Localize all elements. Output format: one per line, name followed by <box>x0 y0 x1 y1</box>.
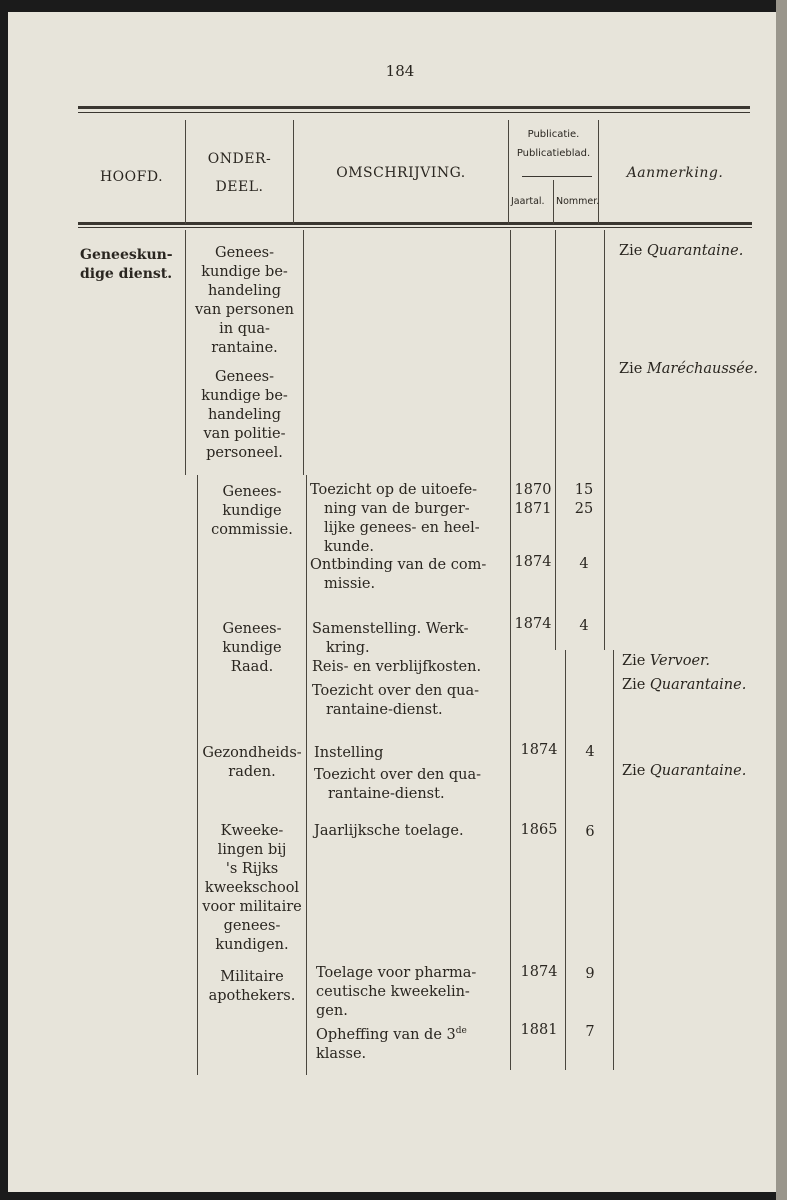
onderdeel-quarantaine <box>186 244 303 358</box>
onderdeel-apothekers <box>198 968 306 1006</box>
omschrijving-line: gen. <box>316 1003 348 1019</box>
omschrijving-line: Toezicht op de uitoefe- <box>310 482 478 498</box>
jaartal-value: 1871 <box>514 501 552 517</box>
hdr-hoofd: HOOFD. <box>99 169 164 185</box>
header-rule <box>78 222 752 225</box>
onderdeel-line: Raad. <box>230 659 274 675</box>
omschrijving-line: ning van de burger- <box>324 501 470 517</box>
omschrijving-line: rantaine-dienst. <box>326 702 443 718</box>
omschrijving-line: kunde. <box>324 539 374 555</box>
cross-reference: Quarantaine. <box>646 243 744 259</box>
onderdeel-line: Gezondheids- <box>202 745 302 761</box>
nommer-r5: 6 <box>585 824 595 840</box>
col-line-5b <box>613 650 614 1070</box>
header-rule-thin <box>78 227 752 228</box>
nommer-r1 <box>563 481 605 519</box>
jaartal-r2: 1874 <box>514 554 552 570</box>
onderdeel-kweekelingen <box>198 822 306 955</box>
onderdeel-line: apothekers. <box>208 988 296 1004</box>
nommer-value: 15 <box>574 482 594 498</box>
col-line-2a <box>303 230 304 475</box>
jaartal-value: 1870 <box>514 482 552 498</box>
onderdeel-line: voor militaire <box>202 899 302 915</box>
hdr-publicatieblad: Publicatieblad. <box>516 148 591 159</box>
hdr-aanmerking: Aanmerking. <box>626 165 724 181</box>
omschrijving-samenstelling <box>312 620 506 658</box>
aanmerking-5 <box>622 762 772 781</box>
onderdeel-line: van personen <box>194 302 294 318</box>
omschrijving-line: lijke genees- en heel- <box>324 520 480 536</box>
hdr-nommer: Nommer. <box>556 196 600 207</box>
onderdeel-line: rantaine. <box>211 340 278 356</box>
zie-label: Zie <box>619 243 643 259</box>
jaartal-r3: 1874 <box>514 616 552 632</box>
onderdeel-line: kundige <box>222 640 282 656</box>
omschrijving-line: ceutische kweekelin- <box>316 984 470 1000</box>
jaartal-r1 <box>512 481 554 519</box>
jaartal-r7: 1881 <box>520 1022 558 1038</box>
nommer-r7: 7 <box>585 1024 595 1040</box>
omschrijving-line: missie. <box>324 576 376 592</box>
onderdeel-line: Genees- <box>214 245 274 261</box>
omschrijving-line: Ontbinding van de com- <box>310 557 487 573</box>
nommer-value: 25 <box>574 501 594 517</box>
onderdeel-line: kundige be- <box>201 388 288 404</box>
onderdeel-raad <box>198 620 306 677</box>
hdr-publicatie: Publicatie. <box>527 129 580 140</box>
zie-label: Zie <box>622 677 646 693</box>
onderdeel-politiepersoneel <box>186 368 303 463</box>
omschrijving-line <box>316 1022 508 1045</box>
nommer-r6: 9 <box>585 966 595 982</box>
cross-reference: Maréchaussée. <box>646 361 759 377</box>
zie-label: Zie <box>619 361 643 377</box>
onderdeel-line: Genees- <box>222 621 282 637</box>
onderdeel-line: kundige be- <box>201 264 288 280</box>
aanmerking-1 <box>619 242 759 261</box>
col-line-4a <box>555 230 556 650</box>
omschrijving-toelage <box>314 822 508 841</box>
hoofd-line-2: dige dienst. <box>80 266 173 282</box>
nommer-r2: 4 <box>579 556 589 572</box>
nommer-r4: 4 <box>585 744 595 760</box>
omschrijving-opheffing <box>316 1022 508 1064</box>
omschrijving-instelling <box>314 744 508 763</box>
onderdeel-line: handeling <box>207 283 282 299</box>
onderdeel-line: Genees- <box>222 484 282 500</box>
aanmerking-4 <box>622 676 772 695</box>
omschrijving-line: rantaine-dienst. <box>328 786 445 802</box>
omschrijving-line: Samenstelling. Werk- <box>312 621 469 637</box>
onderdeel-line: van politie- <box>203 426 286 442</box>
hoofd-entry <box>80 246 184 284</box>
onderdeel-line: Genees- <box>214 369 274 385</box>
onderdeel-line: kweekschool <box>204 880 300 896</box>
opheffing-text: Opheffing van de 3 <box>316 1026 456 1043</box>
omschrijving-line: Toezicht over den qua- <box>314 767 482 783</box>
hdr-sep-1 <box>185 120 186 224</box>
onderdeel-commissie <box>198 483 306 540</box>
omschrijving-line: klasse. <box>316 1045 367 1062</box>
omschrijving-toelage-pharma <box>316 964 508 1021</box>
cross-reference: Quarantaine. <box>649 763 747 779</box>
cross-reference: Quarantaine. <box>649 677 747 693</box>
page-number: 184 <box>385 62 415 80</box>
omschrijving-toezicht-uitoefening <box>310 481 506 557</box>
hoofd-line-1: Geneeskun- <box>80 247 173 263</box>
onderdeel-line: kundigen. <box>215 937 289 953</box>
hdr-sep-4 <box>598 120 599 224</box>
col-line-2b <box>306 475 307 1075</box>
hdr-sep-pub <box>553 180 554 224</box>
cross-reference: Vervoer. <box>649 653 711 669</box>
aanmerking-3 <box>622 652 762 671</box>
onderdeel-line: Kweeke- <box>220 823 284 839</box>
omschrijving-ontbinding <box>310 556 506 594</box>
jaartal-r4: 1874 <box>520 742 558 758</box>
omschrijving-line: Instelling <box>314 745 384 761</box>
onderdeel-line: handeling <box>207 407 282 423</box>
jaartal-r5: 1865 <box>520 822 558 838</box>
hdr-onderdeel-2: DEEL. <box>215 179 264 195</box>
zie-label: Zie <box>622 653 646 669</box>
hdr-jaartal: Jaartal. <box>511 196 545 207</box>
onderdeel-line: in qua- <box>219 321 270 337</box>
hdr-onderdeel-1: ONDER- <box>207 151 272 167</box>
zie-label: Zie <box>622 763 646 779</box>
onderdeel-line: lingen bij <box>217 842 287 858</box>
hdr-omschrijving: OMSCHRIJVING. <box>336 165 466 181</box>
onderdeel-line: 's Rijks <box>225 861 279 877</box>
onderdeel-line: personeel. <box>206 445 283 461</box>
omschrijving-line: Toelage voor pharma- <box>316 965 477 981</box>
opheffing-sup: de <box>455 1026 467 1036</box>
col-line-3 <box>510 230 511 1070</box>
omschrijving-toezicht-raden <box>314 766 508 804</box>
pub-underline <box>522 176 592 177</box>
nommer-r3: 4 <box>579 618 589 634</box>
col-line-5a <box>604 230 605 650</box>
omschrijving-line: Reis- en verblijfkosten. <box>312 659 482 675</box>
omschrijving-reiskosten <box>312 658 506 677</box>
aanmerking-2 <box>619 360 769 379</box>
onderdeel-line: commissie. <box>211 522 293 538</box>
onderdeel-gezondheidsraden <box>198 744 306 782</box>
omschrijving-line: kring. <box>326 640 370 656</box>
top-rule-thin <box>78 112 750 113</box>
omschrijving-line: Jaarlijksche toelage. <box>314 823 464 839</box>
jaartal-r6: 1874 <box>520 964 558 980</box>
col-line-4b <box>565 650 566 1070</box>
top-rule <box>78 106 750 109</box>
onderdeel-line: genees- <box>223 918 281 934</box>
onderdeel-line: Militaire <box>220 969 284 985</box>
omschrijving-line: Toezicht over den qua- <box>312 683 480 699</box>
onderdeel-line: raden. <box>228 764 276 780</box>
onderdeel-line: kundige <box>222 503 282 519</box>
omschrijving-toezicht-raad <box>312 682 506 720</box>
page-edge <box>776 0 787 1200</box>
